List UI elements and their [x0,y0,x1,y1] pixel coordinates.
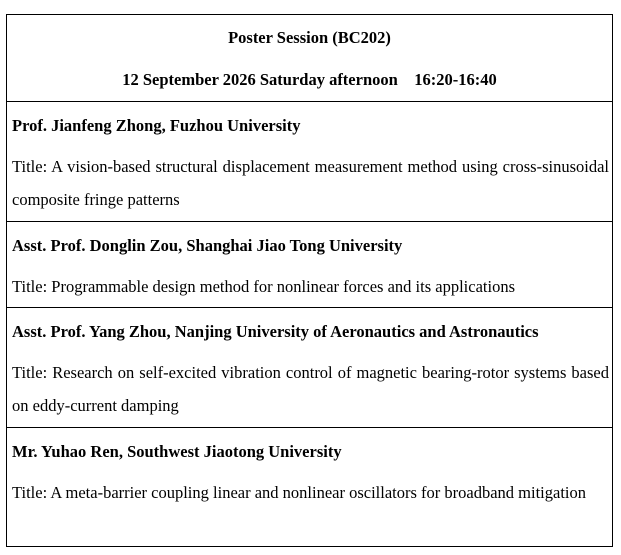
table-row [7,102,612,222]
talk-title: Title: Programmable design method for nonlinear forces and its applications [12,277,515,296]
speaker-name: Mr. Yuhao Ren, Southwest Jiaotong University [12,442,342,461]
speaker-name: Asst. Prof. Donglin Zou, Shanghai Jiao Tong University [12,236,403,255]
talk-title: Title: A meta-barrier coupling linear and nonlinear oscillators for broadband mitigation [12,483,586,502]
table-row [7,222,612,308]
talk-title: Title: A vision-based structural displacement measurement method using cross-sinusoidal composite fringe patterns [12,157,609,209]
table-row [7,308,612,428]
session-datetime: 12 September 2026 Saturday afternoon 16:20-16:40 [122,70,497,89]
speaker-name: Prof. Jianfeng Zhong, Fuzhou University [12,116,301,135]
session-table [6,14,613,547]
table-row [7,428,612,546]
talk-title: Title: Research on self-excited vibration control of magnetic bearing-rotor systems based on eddy-current damping [12,363,609,415]
session-header [7,15,612,102]
speaker-name: Asst. Prof. Yang Zhou, Nanjing University of Aeronautics and Astronautics [12,322,539,341]
session-title: Poster Session (BC202) [228,28,391,47]
